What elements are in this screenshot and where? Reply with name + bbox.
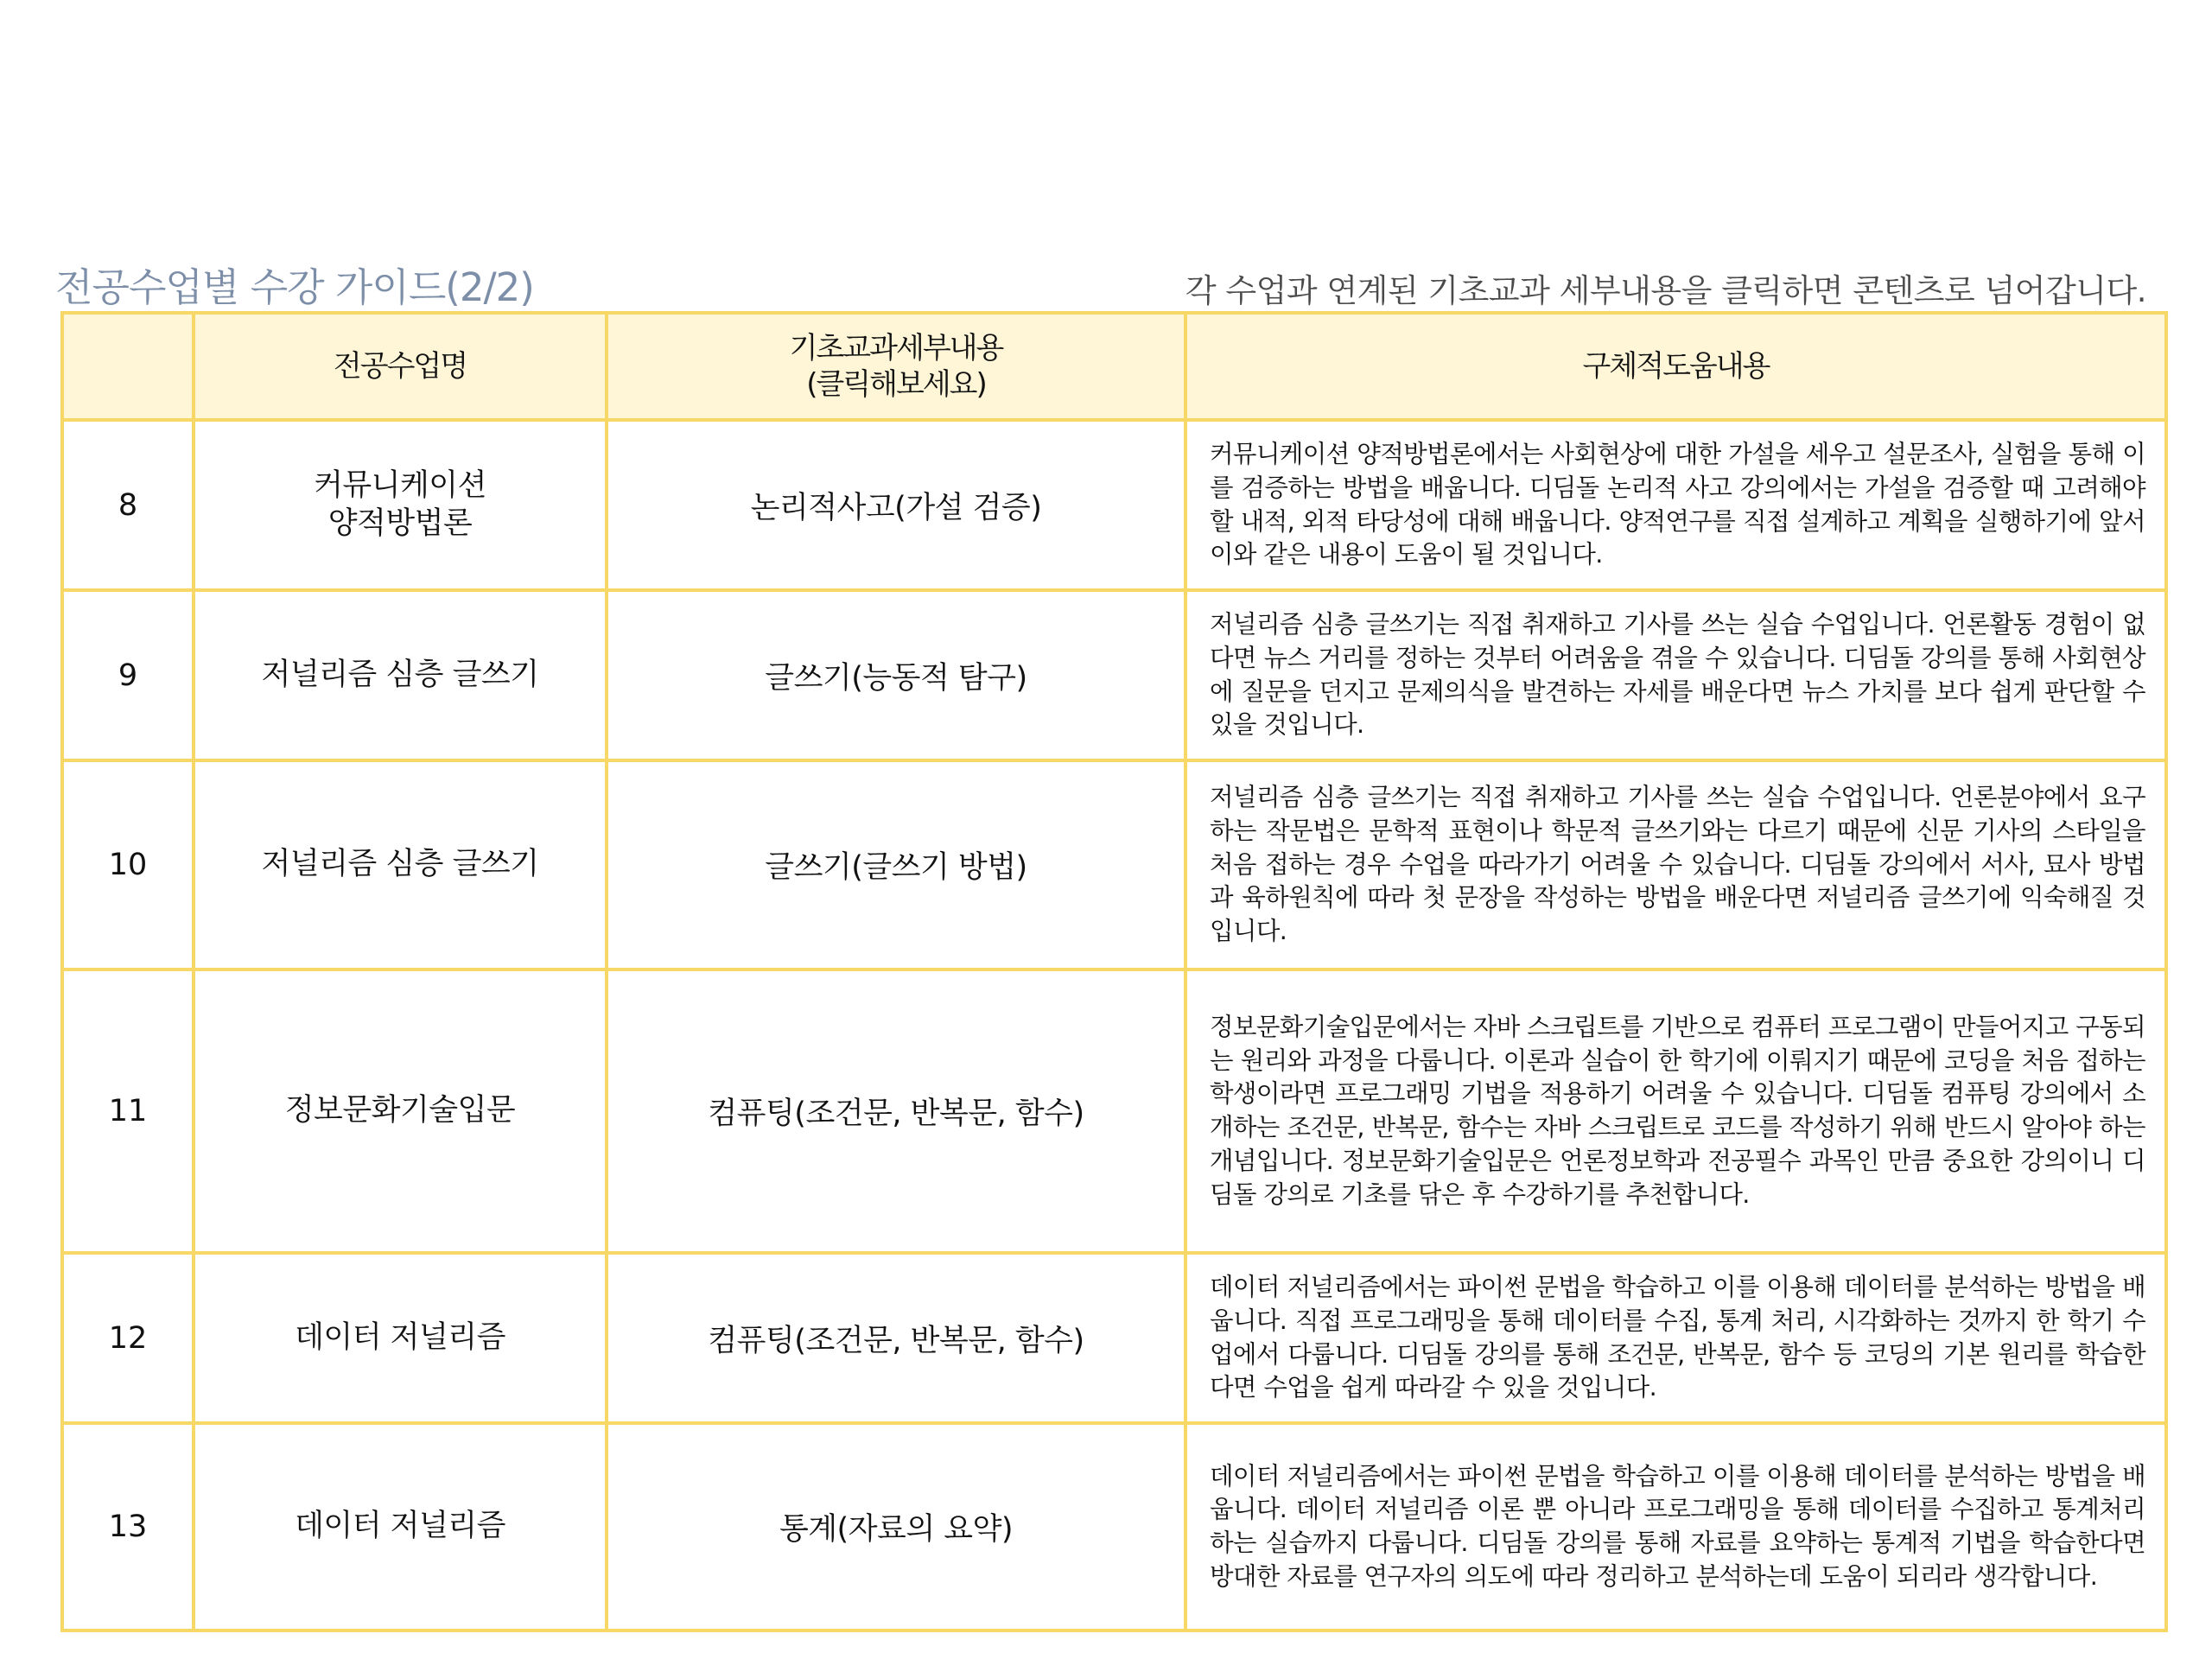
row-number: 12 <box>62 1253 194 1423</box>
detail-text: 정보문화기술입문에서는 자바 스크립트를 기반으로 컴퓨터 프로그램이 만들어지고 구동되는 원리와 과정을 다룹니다. 이론과 실습이 한 학기에 이뤄지기 때문에 코딩을 처음 접하는 학생이라면 프로그래밍 기법을 적용하기 어려울 수 있습니다. 디딤돌 컴퓨팅 강의에서 소개하는 조건문, 반복문, 함수는 자바 스크립트로 코드를 작성하기 위해 반드시 알아야 하는 개념입니다. 정보문화기술입문은 언론정보학과 전공필수 과목인 만큼 중요한 강의이니 디딤돌 강의로 기초를 닦은 후 수강하기를 추천합니다. <box>1185 969 2166 1253</box>
course-guide-table <box>60 311 2168 1632</box>
basic-content-link[interactable]: 컴퓨팅(조건문, 반복문, 함수) <box>708 1323 1084 1358</box>
course-name <box>194 590 607 760</box>
course-name-line: 저널리즘 심층 글쓰기 <box>261 847 539 882</box>
header-number <box>62 313 194 420</box>
basic-content-link[interactable]: 논리적사고(가설 검증) <box>750 490 1042 525</box>
page-title: 전공수업별 수강 가이드(2/2) <box>55 264 534 310</box>
basic-content-cell <box>607 1423 1185 1630</box>
table-row <box>62 969 2166 1253</box>
row-number: 10 <box>62 760 194 969</box>
course-name <box>194 969 607 1253</box>
table-row <box>62 420 2166 590</box>
header-basic-content <box>607 313 1185 420</box>
course-name-line: 저널리즘 심층 글쓰기 <box>261 657 539 692</box>
course-name-line: 양적방법론 <box>327 505 473 541</box>
basic-content-cell <box>607 1253 1185 1423</box>
basic-content-cell <box>607 590 1185 760</box>
course-name <box>194 1253 607 1423</box>
row-number: 11 <box>62 969 194 1253</box>
table-row <box>62 590 2166 760</box>
course-name <box>194 1423 607 1630</box>
row-number: 13 <box>62 1423 194 1630</box>
table-row <box>62 760 2166 969</box>
course-name-line: 데이터 저널리즘 <box>295 1319 505 1355</box>
basic-content-link[interactable]: 컴퓨팅(조건문, 반복문, 함수) <box>708 1096 1084 1131</box>
header-course: 전공수업명 <box>194 313 607 420</box>
basic-content-link[interactable]: 글쓰기(글쓰기 방법) <box>765 850 1027 885</box>
header-detail: 구체적도움내용 <box>1185 313 2166 420</box>
page-instruction: 각 수업과 연계된 기초교과 세부내용을 클릭하면 콘텐츠로 넘어갑니다. <box>1185 272 2146 309</box>
basic-content-cell <box>607 760 1185 969</box>
basic-content-cell <box>607 420 1185 590</box>
header-basic-line2: (클릭해보세요) <box>806 367 986 402</box>
course-name-line: 정보문화기술입문 <box>284 1093 516 1128</box>
table-row <box>62 1253 2166 1423</box>
header-basic-line1: 기초교과세부내용 <box>789 330 1003 365</box>
course-name-line: 데이터 저널리즘 <box>295 1509 505 1544</box>
course-name <box>194 760 607 969</box>
detail-text: 저널리즘 심층 글쓰기는 직접 취재하고 기사를 쓰는 실습 수업입니다. 언론분야에서 요구하는 작문법은 문학적 표현이나 학문적 글쓰기와는 다르기 때문에 신문 기사의 스타일을 처음 접하는 경우 수업을 따라가기 어려울 수 있습니다. 디딤돌 강의에서 서사, 묘사 방법과 육하원칙에 따라 첫 문장을 작성하는 방법을 배운다면 저널리즘 글쓰기에 익숙해질 것입니다. <box>1185 760 2166 969</box>
basic-content-link[interactable]: 글쓰기(능동적 탐구) <box>765 660 1027 696</box>
detail-text: 데이터 저널리즘에서는 파이썬 문법을 학습하고 이를 이용해 데이터를 분석하는 방법을 배웁니다. 직접 프로그래밍을 통해 데이터를 수집, 통계 처리, 시각화하는 것까지 한 학기 수업에서 다룹니다. 디딤돌 강의를 통해 조건문, 반복문, 함수 등 코딩의 기본 원리를 학습한다면 수업을 쉽게 따라갈 수 있을 것입니다. <box>1185 1253 2166 1423</box>
detail-text: 저널리즘 심층 글쓰기는 직접 취재하고 기사를 쓰는 실습 수업입니다. 언론활동 경험이 없다면 뉴스 거리를 정하는 것부터 어려움을 겪을 수 있습니다. 디딤돌 강의를 통해 사회현상에 질문을 던지고 문제의식을 발견하는 자세를 배운다면 뉴스 가치를 보다 쉽게 판단할 수 있을 것입니다. <box>1185 590 2166 760</box>
table-row <box>62 1423 2166 1630</box>
basic-content-cell <box>607 969 1185 1253</box>
course-name-line: 커뮤니케이션 <box>314 467 486 503</box>
course-name <box>194 420 607 590</box>
detail-text: 커뮤니케이션 양적방법론에서는 사회현상에 대한 가설을 세우고 설문조사, 실험을 통해 이를 검증하는 방법을 배웁니다. 디딤돌 논리적 사고 강의에서는 가설을 검증할 때 고려해야 할 내적, 외적 타당성에 대해 배웁니다. 양적연구를 직접 설계하고 계획을 실행하기에 앞서 이와 같은 내용이 도움이 될 것입니다. <box>1185 420 2166 590</box>
row-number: 8 <box>62 420 194 590</box>
table-header-row <box>62 313 2166 420</box>
row-number: 9 <box>62 590 194 760</box>
detail-text: 데이터 저널리즘에서는 파이썬 문법을 학습하고 이를 이용해 데이터를 분석하는 방법을 배웁니다. 데이터 저널리즘 이론 뿐 아니라 프로그래밍을 통해 데이터를 수집하고 통계처리하는 실습까지 다룹니다. 디딤돌 강의를 통해 자료를 요약하는 통계적 기법을 학습한다면 방대한 자료를 연구자의 의도에 따라 정리하고 분석하는데 도움이 되리라 생각합니다. <box>1185 1423 2166 1630</box>
basic-content-link[interactable]: 통계(자료의 요약) <box>779 1512 1014 1547</box>
